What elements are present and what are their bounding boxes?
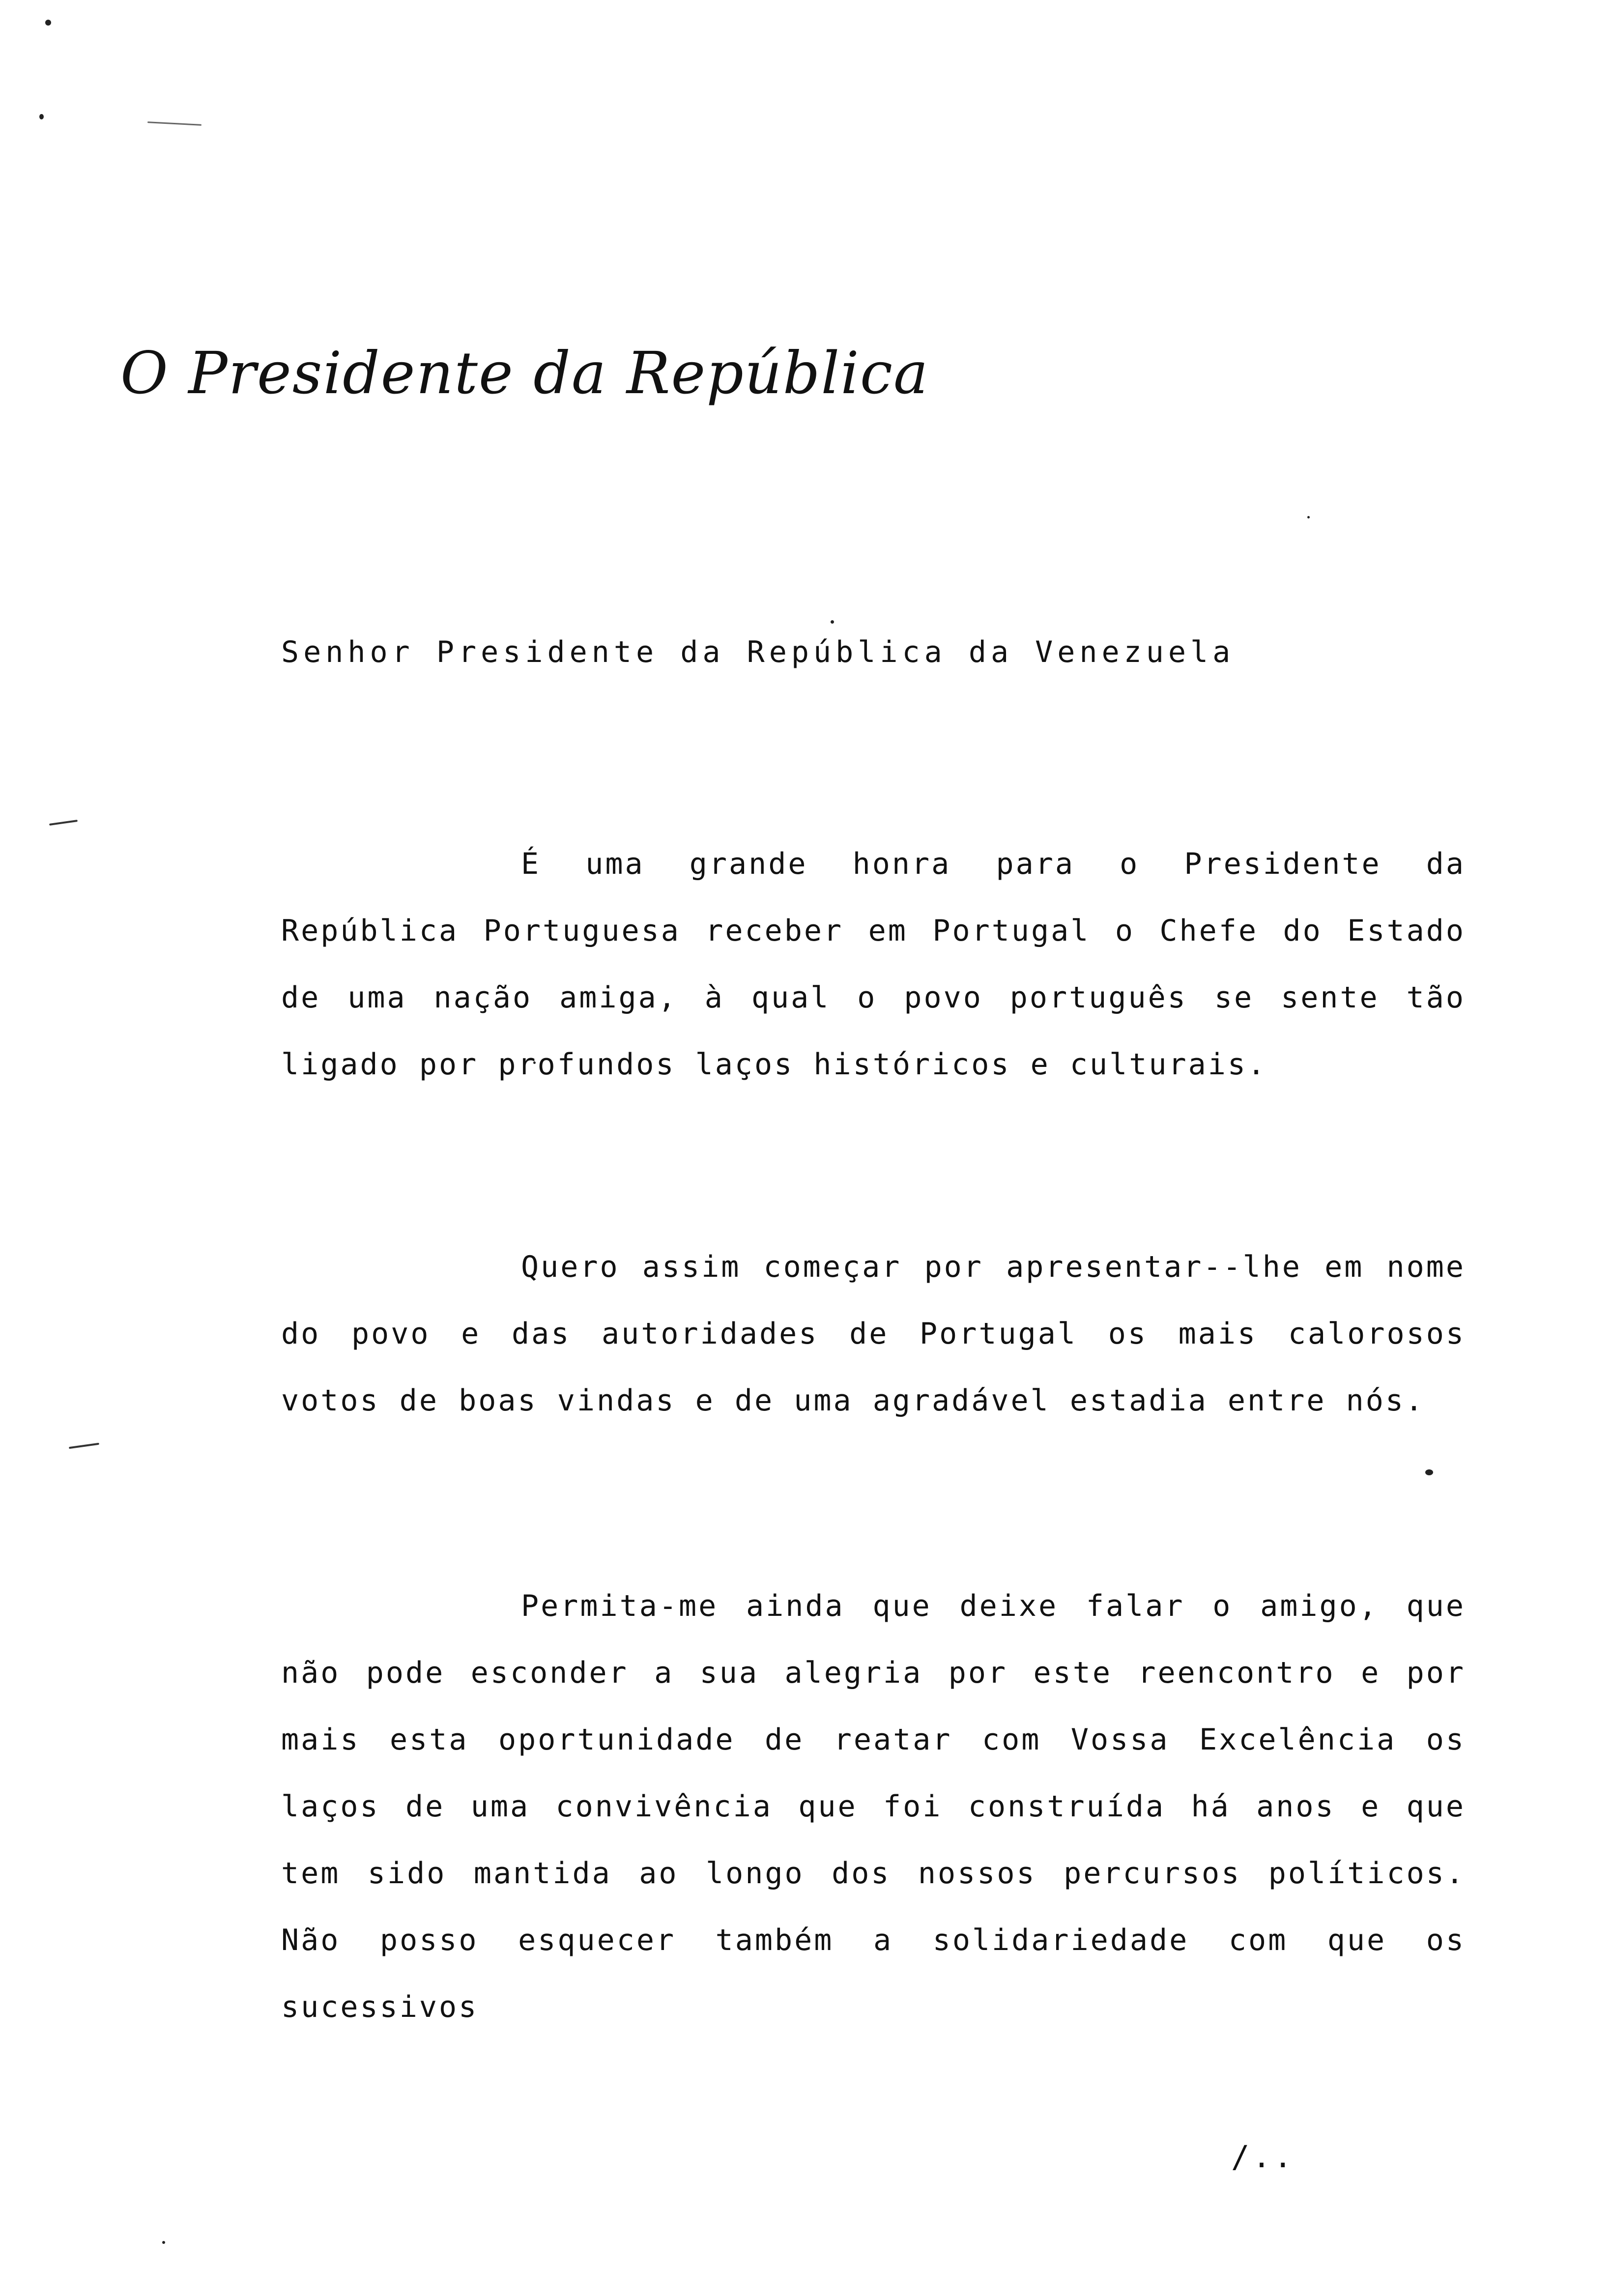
paragraph-2	[281, 1234, 1466, 1434]
paragraph-3	[281, 1573, 1466, 2040]
paragraph-text: Permita-me ainda que deixe falar o amigo, que não pode esconder a sua alegria por este reencontro e por mais esta oportunidade de reatar com Vossa Excelência os laços de uma convivência que foi construída há anos e que tem sido mantida ao longo dos nossos percursos políticos. Não posso esquecer também a solidariedade com que os sucessivos	[281, 1589, 1466, 2024]
scan-mark	[69, 1443, 99, 1449]
continuation-mark: /..	[1231, 2139, 1295, 2175]
scan-speck	[1425, 1469, 1433, 1475]
scan-speck	[1307, 516, 1310, 518]
paragraph-1	[281, 831, 1466, 1098]
scan-speck	[45, 20, 51, 26]
paragraph-text: É uma grande honra para o Presidente da República Portuguesa receber em Portugal o Chefe do Estado de uma nação amiga, à qual o povo português se sente tão ligado por profundos laços históricos e culturais.	[281, 847, 1466, 1082]
scan-speck	[162, 2241, 165, 2244]
scan-mark	[147, 121, 202, 126]
scan-speck	[39, 114, 44, 119]
paragraph-text: Quero assim começar por apresentar--lhe em nome do povo e das autoridades de Portugal os mais calorosos votos de boas vindas e de uma agradável estadia entre nós.	[281, 1250, 1466, 1418]
letterhead-title: O Presidente da República	[120, 339, 929, 407]
salutation: Senhor Presidente da República da Venezuela	[281, 635, 1235, 669]
scan-mark	[49, 820, 78, 826]
scan-speck	[831, 620, 834, 624]
